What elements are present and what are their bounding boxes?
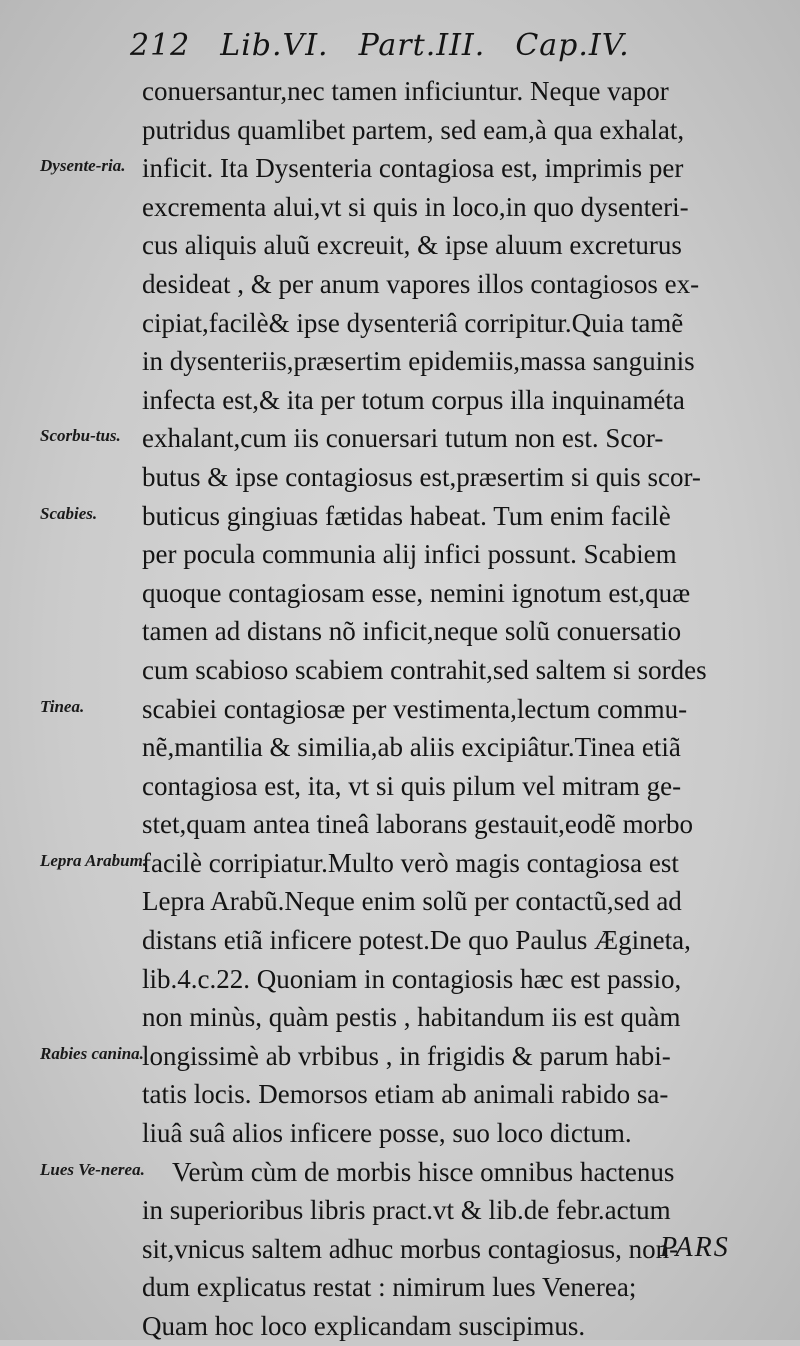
text-line: cipiat,facilè& ipse dysenteriâ corripitur.Quia tamẽ — [142, 307, 684, 338]
text-line: excrementa alui,vt si quis in loco,in quo dysenteri- — [142, 191, 689, 222]
text-line: tamen ad distans nõ inficit,neque solũ conuersatio — [142, 616, 682, 647]
text-line: Verùm cùm de morbis hisce omnibus hactenus — [172, 1156, 675, 1187]
text-line: contagiosa est, ita, vt si quis pilum vel mitram ge- — [142, 770, 682, 801]
text-line: scabiei contagiosæ per vestimenta,lectum commu- — [142, 693, 688, 724]
text-line: quoque contagiosam esse, nemini ignotum est,quæ — [142, 577, 691, 608]
text-line: facilè corripiatur.Multo verò magis contagiosa est — [142, 847, 679, 878]
text-line: longissimè ab vrbibus , in frigidis & parum habi- — [142, 1040, 671, 1071]
margin-note: Scabies. — [40, 503, 98, 523]
text-line: Lepra Arabũ.Neque enim solũ per contactũ,sed ad — [142, 886, 682, 917]
text-line: cum scabioso scabiem contrahit,sed saltem si sordes — [142, 654, 707, 685]
text-line: infecta est,& ita per totum corpus illa inquinaméta — [142, 384, 685, 415]
margin-note: Tinea. — [40, 696, 85, 716]
text-line: lib.4.c.22. Quoniam in contagiosis hæc est passio, — [142, 963, 682, 994]
catchword: PARS — [660, 1232, 730, 1263]
text-line: exhalant,cum iis conuersari tutum non est. Scor- — [142, 423, 664, 454]
text-line: cus aliquis aluũ excreuit, & ipse aluum excreturus — [142, 230, 682, 261]
book-label: Lib.VI. — [220, 28, 329, 63]
text-line: desideat , & per anum vapores illos contagiosos ex- — [142, 268, 700, 299]
text-line: non minùs, quàm pestis , habitandum iis est quàm — [142, 1002, 681, 1033]
margin-note: Lues Ve-nerea. — [40, 1159, 145, 1179]
text-line: tatis locis. Demorsos etiam ab animali rabido sa- — [142, 1079, 669, 1110]
text-line: buticus gingiuas fætidas habeat. Tum enim facilè — [142, 500, 671, 531]
text-line: butus & ipse contagiosus est,præsertim si quis scor- — [142, 461, 701, 492]
text-line: dum explicatus restat : nimirum lues Venerea; — [142, 1272, 637, 1303]
text-line: conuersantur,nec tamen inficiuntur. Neque vapor — [142, 76, 669, 106]
body-text — [142, 72, 772, 1346]
text-line: distans etiã inficere potest.De quo Paulus Ægineta, — [142, 925, 691, 956]
text-line: stet,quam antea tineâ laborans gestauit,eodẽ morbo — [142, 809, 694, 840]
margin-note: Rabies canina. — [40, 1044, 144, 1063]
margin-note: Dysente-ria. — [40, 156, 126, 176]
text-line: putridus quamlibet partem, sed eam,à qua exhalat, — [142, 114, 685, 145]
text-line: Quam hoc loco explicandam suscipimus. — [142, 1311, 586, 1341]
text-line: per pocula communia alij infici possunt. Scabiem — [142, 539, 677, 570]
text-line: inficit. Ita Dysenteria contagiosa est, imprimis per — [142, 153, 684, 184]
chapter-label: Cap.IV. — [515, 28, 630, 63]
text-line: in superioribus libris pract.vt & lib.de febr.actum — [142, 1195, 671, 1226]
margin-note: Lepra Arabum. — [40, 851, 148, 870]
margin-note: Scorbu-tus. — [40, 426, 121, 446]
page-number: 212 — [130, 28, 191, 63]
running-header — [130, 28, 690, 63]
text-line: nẽ,mantilia & similia,ab aliis excipiâtur.Tinea etiã — [142, 732, 681, 763]
text-line: in dysenteriis,præsertim epidemiis,massa sanguinis — [142, 346, 695, 377]
text-line: sit,vnicus saltem adhuc morbus contagiosus, non- — [142, 1233, 679, 1264]
part-label: Part.III. — [358, 28, 486, 63]
text-line: liuâ suâ alios inficere posse, suo loco dictum. — [142, 1118, 632, 1149]
